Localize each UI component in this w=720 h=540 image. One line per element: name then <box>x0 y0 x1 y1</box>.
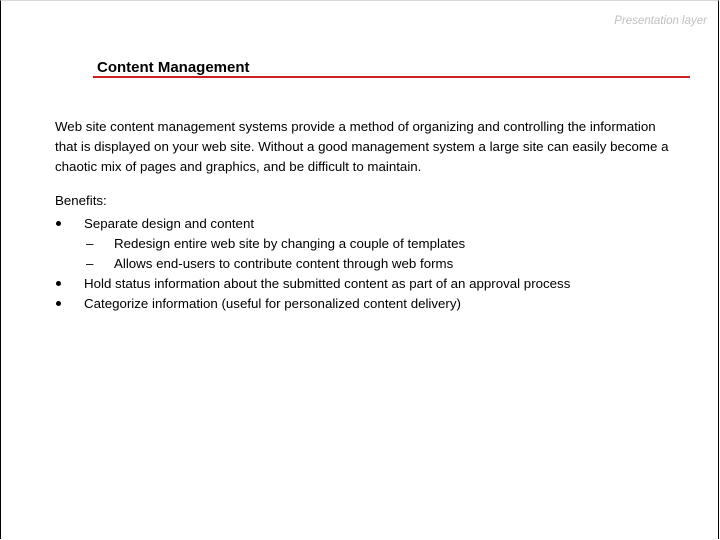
list-item <box>55 274 695 294</box>
bullet-icon <box>56 221 61 226</box>
benefits-list <box>55 214 695 314</box>
list-item-text: Categorize information (useful for personalized content delivery) <box>84 296 461 311</box>
sub-list-item-text: Redesign entire web site by changing a couple of templates <box>114 236 466 251</box>
bullet-icon <box>56 281 61 286</box>
list-item <box>55 294 695 314</box>
title-underline <box>93 76 690 78</box>
slide-title: Content Management <box>97 59 250 76</box>
sub-list-item-text: Allows end-users to contribute content through web forms <box>114 256 454 271</box>
intro-paragraph: Web site content management systems provide a method of organizing and controlling the information that is displayed on your web site. Without a good management system a large site can easily become a chaotic mix of pages and graphics, and be difficult to maintain. <box>55 119 669 174</box>
section-label: Presentation layer <box>614 15 707 27</box>
sub-list-item <box>55 234 695 254</box>
list-item <box>55 214 695 234</box>
bullet-icon <box>56 301 61 306</box>
benefits-heading: Benefits: <box>55 193 107 208</box>
sub-list-item <box>55 254 695 274</box>
dash-marker: – <box>86 236 94 251</box>
dash-marker: – <box>86 256 94 271</box>
list-item-text: Separate design and content <box>84 216 255 231</box>
list-item-text: Hold status information about the submitted content as part of an approval process <box>84 276 571 291</box>
